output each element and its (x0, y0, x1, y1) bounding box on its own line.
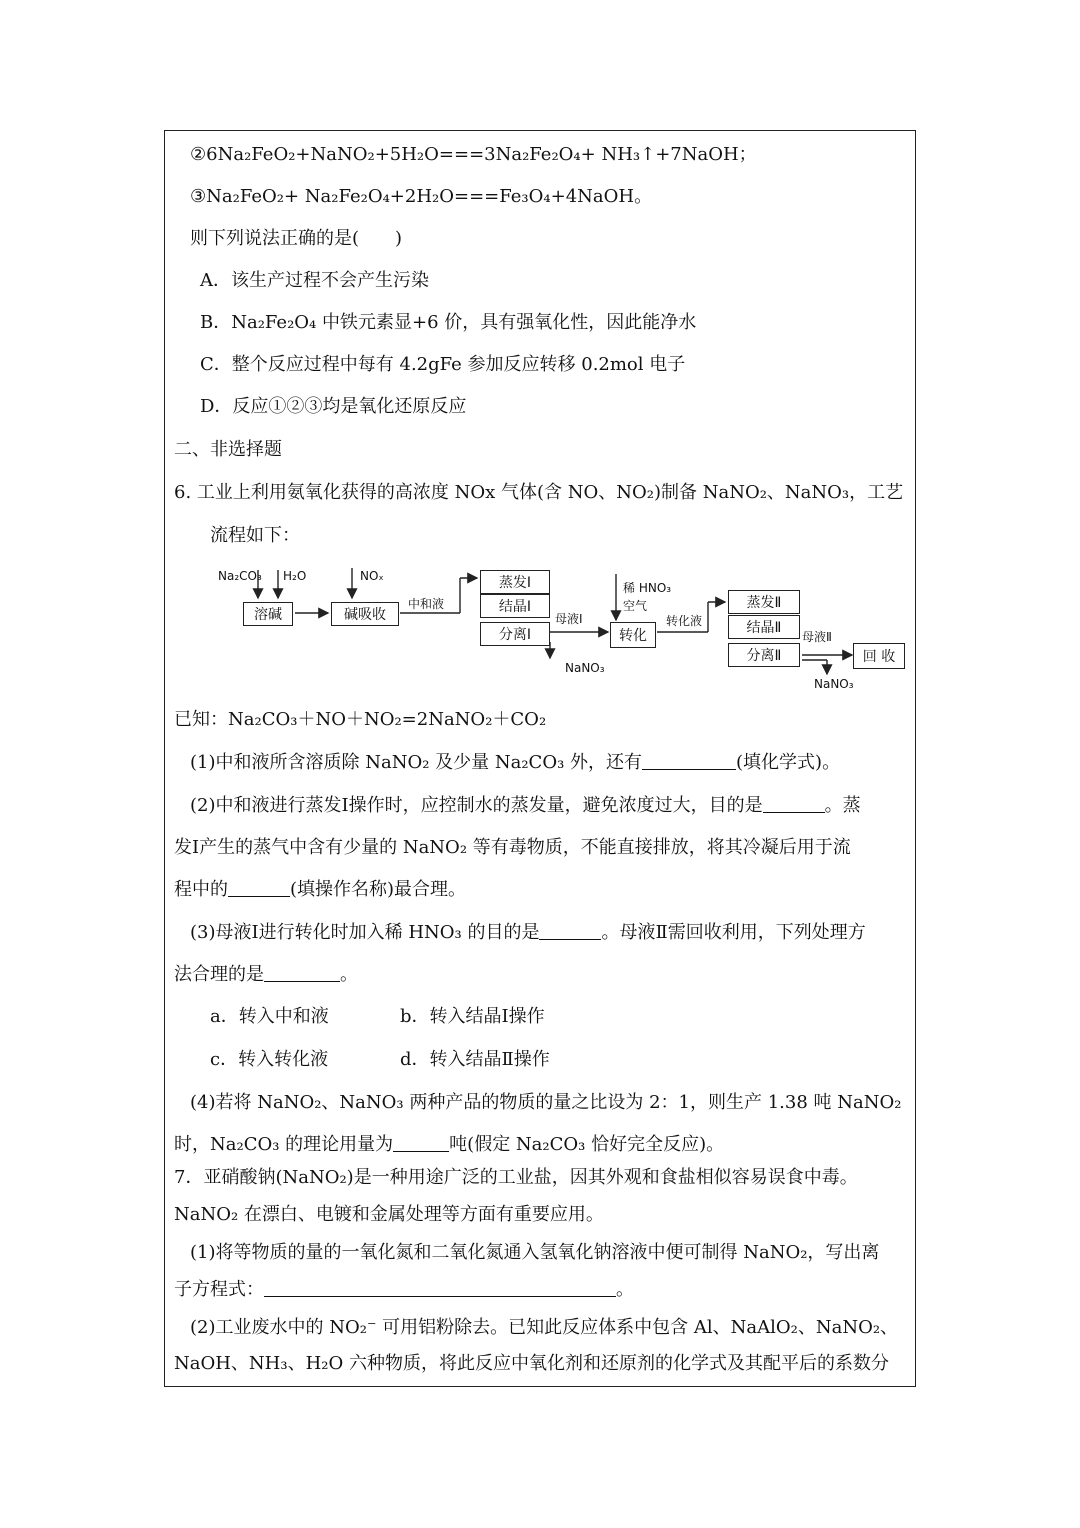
q6-part4-cont-tail: 吨(假定 Na₂CO₃ 恰好完全反应)。 (449, 1134, 725, 1155)
q6-intro: 6. 工业上利用氨氧化获得的高浓度 NOx 气体(含 NO、NO₂)制备 NaNO₂、NaNO₃，工艺 (174, 482, 904, 503)
q6-part3-cont (174, 963, 358, 987)
answer-blank-4[interactable] (539, 921, 601, 940)
q7-intro-cont: NaNO₂ 在漂白、电镀和金属处理等方面有重要应用。 (174, 1204, 604, 1225)
answer-blank-1[interactable] (642, 751, 736, 770)
product-nano3-2: NaNO₃ (814, 677, 854, 691)
step-alkali-absorb: 碱吸收 (331, 602, 399, 626)
step-separate-1: 分离Ⅰ (480, 622, 550, 646)
step-evaporate-2: 蒸发Ⅱ (728, 590, 800, 614)
q6-intro-cont: 流程如下： (210, 525, 300, 546)
answer-blank-6[interactable] (393, 1133, 449, 1152)
label-converted-liquid: 转化液 (666, 614, 703, 628)
q7-part1-cont-tail: 。 (616, 1279, 634, 1300)
process-flow-diagram (205, 560, 915, 700)
q6-part4-cont-text: 时，Na₂CO₃ 的理论用量为 (174, 1134, 394, 1155)
input-na2co3: Na₂CO₃ (218, 569, 262, 583)
section-heading: 二、非选择题 (174, 439, 282, 460)
q6-part3-cont-tail: 。 (340, 964, 358, 985)
q6-part3-tail: 。母液Ⅱ需回收利用，下列处理方 (601, 922, 866, 943)
input-nox: NOₓ (360, 569, 384, 583)
q6-part1-tail: (填化学式)。 (736, 752, 841, 773)
step-separate-2: 分离Ⅱ (728, 643, 800, 667)
option-d: D．反应①②③均是氧化还原反应 (200, 396, 467, 417)
answer-blank-5[interactable] (264, 963, 340, 982)
input-dilute-hno3: 稀 HNO₃ (623, 581, 672, 595)
q6-part2-text: (2)中和液进行蒸发Ⅰ操作时，应控制水的蒸发量，避免浓度过大，目的是 (190, 795, 763, 816)
option-a: A．该生产过程不会产生污染 (200, 270, 429, 291)
q6-part1-text: (1)中和液所含溶质除 NaNO₂ 及少量 Na₂CO₃ 外，还有 (190, 752, 643, 773)
step-crystallize-1: 结晶Ⅰ (480, 594, 550, 618)
q7-part1: (1)将等物质的量的一氧化氮和二氧化氮通入氢氧化钠溶液中便可制得 NaNO₂，写出离 (190, 1242, 880, 1263)
q6-part2-cont2-text: 程中的 (174, 879, 228, 900)
step-convert: 转化 (610, 622, 656, 648)
answer-blank-7[interactable] (264, 1278, 616, 1297)
choice-b: b．转入结晶Ⅰ操作 (400, 1006, 545, 1027)
step-evaporate-1: 蒸发Ⅰ (480, 570, 550, 594)
q7-part1-cont-text: 子方程式： (174, 1279, 264, 1300)
q6-part2-cont: 发Ⅰ产生的蒸气中含有少量的 NaNO₂ 等有毒物质，不能直接排放，将其冷凝后用于流 (174, 837, 851, 858)
label-neutralized-liquid: 中和液 (408, 597, 445, 611)
q6-part2-tail: 。蒸 (824, 795, 861, 816)
q7-part1-cont (174, 1278, 634, 1302)
answer-blank-2[interactable] (763, 794, 825, 813)
q6-part4-cont (174, 1133, 724, 1157)
question-stem: 则下列说法正确的是( ) (190, 228, 403, 249)
q7-part2: (2)工业废水中的 NO₂⁻ 可用铝粉除去。已知此反应体系中包含 Al、NaAlO₂、NaNO₂、 (190, 1317, 899, 1338)
step-crystallize-2: 结晶Ⅱ (728, 615, 800, 639)
q6-part3-text: (3)母液Ⅰ进行转化时加入稀 HNO₃ 的目的是 (190, 922, 540, 943)
known-equation: 已知：Na₂CO₃＋NO＋NO₂=2NaNO₂＋CO₂ (174, 709, 547, 730)
q6-part3-cont-text: 法合理的是 (174, 964, 264, 985)
q6-part2-cont2-tail: (填操作名称)最合理。 (290, 879, 467, 900)
label-mother-liquor-2: 母液Ⅱ (802, 630, 832, 644)
choice-c: c．转入转化液 (210, 1049, 329, 1070)
q6-part3 (190, 921, 866, 945)
choice-a: a．转入中和液 (210, 1006, 329, 1027)
answer-blank-3[interactable] (228, 878, 290, 897)
option-b: B．Na₂Fe₂O₄ 中铁元素显+6 价，具有强氧化性，因此能净水 (200, 312, 697, 333)
product-nano3-1: NaNO₃ (565, 661, 605, 675)
equation-3: ③Na₂FeO₂+ Na₂Fe₂O₄+2H₂O===Fe₃O₄+4NaOH。 (190, 186, 653, 207)
q6-part2 (190, 794, 861, 818)
equation-2: ②6Na₂FeO₂+NaNO₂+5H₂O===3Na₂Fe₂O₄+ NH₃↑+7NaOH； (190, 144, 757, 165)
q6-part4: (4)若将 NaNO₂、NaNO₃ 两种产品的物质的量之比设为 2：1，则生产 1.38 吨 NaNO₂ (190, 1092, 902, 1113)
option-c: C．整个反应过程中每有 4.2gFe 参加反应转移 0.2mol 电子 (200, 354, 686, 375)
choice-d: d．转入结晶Ⅱ操作 (400, 1049, 550, 1070)
label-mother-liquor-1: 母液Ⅰ (555, 612, 583, 626)
step-recover: 回 收 (853, 643, 905, 669)
q7-intro: 7．亚硝酸钠(NaNO₂)是一种用途广泛的工业盐，因其外观和食盐相似容易误食中毒。 (174, 1167, 858, 1188)
q6-part1 (190, 751, 840, 775)
input-h2o: H₂O (283, 569, 307, 583)
input-air: 空气 (623, 599, 648, 613)
q7-part2-cont: NaOH、NH₃、H₂O 六种物质，将此反应中氧化剂和还原剂的化学式及其配平后的系数分 (174, 1353, 889, 1374)
q6-part2-cont2 (174, 878, 466, 902)
step-dissolve: 溶碱 (243, 602, 293, 626)
